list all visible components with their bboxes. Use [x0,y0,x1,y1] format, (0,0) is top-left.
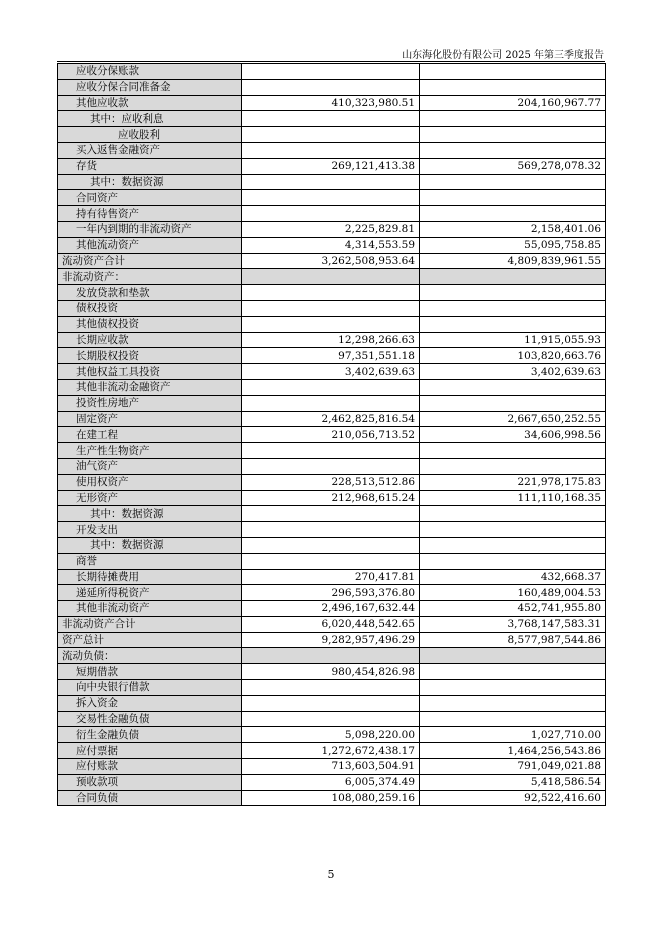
row-label: 其他权益工具投资 [58,364,242,380]
row-label: 买入返售金融资产 [58,142,242,158]
row-label: 应收股利 [58,127,242,143]
table-row [58,648,606,664]
row-label: 其中：数据资源 [58,174,242,190]
prior-period-value: 204,160,967.77 [420,95,606,111]
table-row [58,601,606,617]
prior-period-value: 3,402,639.63 [420,364,606,380]
table-row [58,300,606,316]
prior-period-value [420,142,606,158]
table-row [58,348,606,364]
table-row [58,411,606,427]
prior-period-value [420,711,606,727]
row-label: 商誉 [58,553,242,569]
row-label: 油气资产 [58,458,242,474]
prior-period-value [420,506,606,522]
row-label: 应付票据 [58,743,242,759]
row-label: 其中：数据资源 [58,537,242,553]
current-period-value [242,127,420,143]
row-label: 流动负债： [58,648,242,664]
row-label: 其中：应收利息 [58,111,242,127]
prior-period-value: 1,464,256,543.86 [420,743,606,759]
current-period-value [242,680,420,696]
prior-period-value [420,695,606,711]
prior-period-value [420,206,606,222]
row-label: 长期待摊费用 [58,569,242,585]
current-period-value: 270,417.81 [242,569,420,585]
row-label: 合同资产 [58,190,242,206]
table-row [58,332,606,348]
table-row [58,664,606,680]
current-period-value: 296,593,376.80 [242,585,420,601]
prior-period-value: 103,820,663.76 [420,348,606,364]
table-row [58,127,606,143]
prior-period-value [420,316,606,332]
current-period-value [242,506,420,522]
table-row [58,711,606,727]
table-row [58,585,606,601]
balance-sheet-table [57,63,606,806]
current-period-value [242,206,420,222]
table-row [58,537,606,553]
table-row [58,427,606,443]
row-label: 开发支出 [58,522,242,538]
prior-period-value [420,395,606,411]
current-period-value [242,443,420,459]
prior-period-value [420,537,606,553]
row-label: 交易性金融负债 [58,711,242,727]
table-row [58,743,606,759]
table-row [58,569,606,585]
current-period-value: 980,454,826.98 [242,664,420,680]
row-label: 预收款项 [58,774,242,790]
row-label: 应收分保合同准备金 [58,79,242,95]
current-period-value: 1,272,672,438.17 [242,743,420,759]
row-label: 其他非流动金融资产 [58,379,242,395]
row-label: 资产总计 [58,632,242,648]
current-period-value: 108,080,259.16 [242,790,420,806]
row-label: 长期应收款 [58,332,242,348]
prior-period-value: 3,768,147,583.31 [420,616,606,632]
current-period-value [242,79,420,95]
table-row [58,680,606,696]
page-number: 5 [327,868,335,881]
table-row [58,695,606,711]
prior-period-value [420,648,606,664]
row-label: 一年内到期的非流动资产 [58,221,242,237]
current-period-value [242,64,420,80]
row-label: 存货 [58,158,242,174]
current-period-value [242,695,420,711]
prior-period-value [420,458,606,474]
row-label: 固定资产 [58,411,242,427]
table-row [58,95,606,111]
current-period-value [242,316,420,332]
table-row [58,443,606,459]
prior-period-value: 791,049,021.88 [420,759,606,775]
prior-period-value: 4,809,839,961.55 [420,253,606,269]
current-period-value [242,648,420,664]
current-period-value [242,379,420,395]
row-label: 生产性生物资产 [58,443,242,459]
row-label: 无形资产 [58,490,242,506]
current-period-value: 6,005,374.49 [242,774,420,790]
row-label: 拆入资金 [58,695,242,711]
table-row [58,774,606,790]
table-row [58,790,606,806]
row-label: 应付账款 [58,759,242,775]
current-period-value [242,269,420,285]
row-label: 非流动资产合计 [58,616,242,632]
prior-period-value: 160,489,004.53 [420,585,606,601]
table-row [58,632,606,648]
current-period-value: 713,603,504.91 [242,759,420,775]
row-label: 使用权资产 [58,474,242,490]
row-label: 债权投资 [58,300,242,316]
prior-period-value [420,285,606,301]
current-period-value: 3,402,639.63 [242,364,420,380]
table-row [58,522,606,538]
table-row [58,206,606,222]
current-period-value: 410,323,980.51 [242,95,420,111]
prior-period-value [420,127,606,143]
report-header: 山东海化股份有限公司 2025 年第三季度报告 [402,50,604,61]
current-period-value: 5,098,220.00 [242,727,420,743]
table-row [58,727,606,743]
row-label: 其他流动资产 [58,237,242,253]
row-label: 应收分保账款 [58,64,242,80]
current-period-value [242,395,420,411]
row-label: 其他应收款 [58,95,242,111]
prior-period-value: 92,522,416.60 [420,790,606,806]
row-label: 非流动资产： [58,269,242,285]
table-row [58,174,606,190]
header-rule [57,61,605,62]
table-row [58,364,606,380]
table-row [58,490,606,506]
current-period-value: 4,314,553.59 [242,237,420,253]
table-row [58,253,606,269]
row-label: 发放贷款和垫款 [58,285,242,301]
prior-period-value: 432,668.37 [420,569,606,585]
table-row [58,395,606,411]
row-label: 向中央银行借款 [58,680,242,696]
table-row [58,285,606,301]
row-label: 流动资产合计 [58,253,242,269]
prior-period-value [420,174,606,190]
prior-period-value [420,190,606,206]
current-period-value: 269,121,413.38 [242,158,420,174]
prior-period-value [420,553,606,569]
current-period-value [242,111,420,127]
prior-period-value: 34,606,998.56 [420,427,606,443]
prior-period-value [420,300,606,316]
current-period-value: 212,968,615.24 [242,490,420,506]
row-label: 其他非流动资产 [58,601,242,617]
prior-period-value [420,680,606,696]
table-row [58,316,606,332]
table-row [58,237,606,253]
current-period-value [242,458,420,474]
table-row [58,759,606,775]
row-label: 投资性房地产 [58,395,242,411]
prior-period-value: 1,027,710.00 [420,727,606,743]
current-period-value: 210,056,713.52 [242,427,420,443]
prior-period-value: 569,278,078.32 [420,158,606,174]
prior-period-value: 11,915,055.93 [420,332,606,348]
table-row [58,269,606,285]
table-row [58,79,606,95]
current-period-value: 97,351,551.18 [242,348,420,364]
prior-period-value: 55,095,758.85 [420,237,606,253]
current-period-value [242,300,420,316]
prior-period-value: 2,158,401.06 [420,221,606,237]
current-period-value [242,711,420,727]
table-row [58,158,606,174]
prior-period-value: 452,741,955.80 [420,601,606,617]
table-row [58,616,606,632]
current-period-value [242,174,420,190]
current-period-value [242,142,420,158]
table-row [58,221,606,237]
current-period-value [242,522,420,538]
prior-period-value [420,664,606,680]
current-period-value [242,285,420,301]
row-label: 在建工程 [58,427,242,443]
prior-period-value: 2,667,650,252.55 [420,411,606,427]
prior-period-value [420,64,606,80]
table-row [58,111,606,127]
table-row [58,553,606,569]
prior-period-value: 221,978,175.83 [420,474,606,490]
prior-period-value: 8,577,987,544.86 [420,632,606,648]
current-period-value: 228,513,512.86 [242,474,420,490]
prior-period-value [420,522,606,538]
current-period-value: 2,462,825,816.54 [242,411,420,427]
table-row [58,190,606,206]
prior-period-value: 5,418,586.54 [420,774,606,790]
prior-period-value [420,443,606,459]
current-period-value [242,537,420,553]
prior-period-value [420,111,606,127]
balance-sheet-body [58,64,606,806]
current-period-value: 2,225,829.81 [242,221,420,237]
table-row [58,474,606,490]
prior-period-value [420,79,606,95]
current-period-value: 2,496,167,632.44 [242,601,420,617]
prior-period-value [420,269,606,285]
prior-period-value [420,379,606,395]
row-label: 短期借款 [58,664,242,680]
row-label: 其他债权投资 [58,316,242,332]
current-period-value [242,553,420,569]
row-label: 长期股权投资 [58,348,242,364]
table-row [58,379,606,395]
row-label: 持有待售资产 [58,206,242,222]
table-row [58,64,606,80]
row-label: 其中：数据资源 [58,506,242,522]
prior-period-value: 111,110,168.35 [420,490,606,506]
row-label: 递延所得税资产 [58,585,242,601]
current-period-value [242,190,420,206]
current-period-value: 3,262,508,953.64 [242,253,420,269]
current-period-value: 6,020,448,542.65 [242,616,420,632]
current-period-value: 12,298,266.63 [242,332,420,348]
table-row [58,506,606,522]
table-row [58,142,606,158]
table-row [58,458,606,474]
current-period-value: 9,282,957,496.29 [242,632,420,648]
row-label: 合同负债 [58,790,242,806]
row-label: 衍生金融负债 [58,727,242,743]
